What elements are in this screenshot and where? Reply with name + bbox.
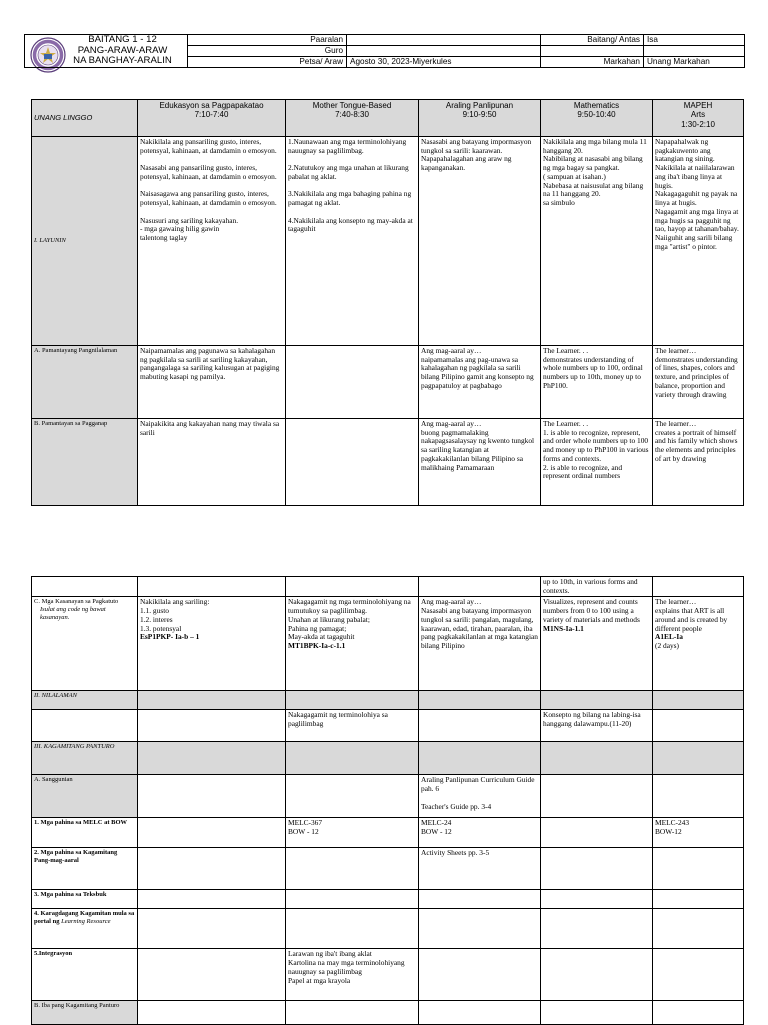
competency-mapeh: The learner… explains that ART is all around and is created by different people [655, 597, 728, 633]
teacher-label: Guro [188, 46, 347, 57]
other-materials-label: B. Iba pang Kagamitang Panturo [32, 1001, 138, 1025]
competencies-sublabel: Isulat ang code ng bawat kasanayan. [40, 606, 106, 621]
competencies-label-cell [32, 597, 138, 691]
objectives-esp: Nakikilala ang pansariling gusto, interes, potensyal, kahinaan, at damdamin o emosyon. Nasasabi ang pansariling gusto, interes, potensyal, kahinaan, at damdamin o emosyon. Naisasagawa ang pansariling gusto, interes, potensyal, kahinaan, at damdamin o emosyon. Nasusuri ang sariling kakayahan. - mga gawaing hilig gawin talentong taglay [138, 137, 286, 346]
subject-time: 9:10-9:50 [462, 110, 497, 120]
subject-header-math [541, 100, 653, 137]
performance-standard-ap: Ang mag-aaral ay… buong pagmamalaking nakapagsasalaysay ng kwento tungkol sa sariling katangian at pagkakakilanlan bilang Pilipino sa malikhaing Pamamaraan [419, 419, 541, 506]
objectives-mapeh: Napapahalwak ng pagkakuwento ang katangian ng sining. Nakikilala at naiilalarawan ang iba't ibang linya at hugis. Nakagagaguhit ng payak na linya at hugis. Nagagamit ang mga linya at mga hugis sa pagguhit ng tao, hayop at tahanan/bahay. Naiiguhit ang sarili bilang mga "artist" o pintor. [653, 137, 744, 346]
content-standard-mapeh: The learner… demonstrates understanding of lines, shapes, colors and texture, and principles of balance, proportion and variety through drawing [653, 346, 744, 419]
content-label: II. NILALAMAN [32, 691, 138, 710]
melc-pages-ap: MELC-24 BOW - 12 [419, 818, 541, 848]
competency-code-mtb: MT1BPK-Ia-c-1.1 [288, 641, 346, 651]
lesson-table-1 [31, 99, 744, 506]
competency-code-esp: EsP1PKP- Ia-b – 1 [140, 632, 200, 642]
subject-header-ap [419, 100, 541, 137]
header-title-line-3: NA BANGHAY-ARALIN [73, 55, 172, 67]
competency-code-mapeh: A1EL-Ia [655, 632, 683, 642]
subject-name: Edukasyon sa Pagpapakatao [159, 101, 264, 110]
subject-time: Arts 1:30-2:10 [681, 110, 715, 129]
content-math: Konsepto ng bilang na labing-isa hanggang dalawampu.(11-20) [541, 710, 653, 742]
textbook-pages-label: 3. Mga pahina sa Teksbuk [32, 890, 138, 909]
subject-name: MAPEH [683, 101, 713, 110]
date-value: Agosto 30, 2023-Miyerkules [347, 57, 541, 68]
header-title [25, 35, 188, 68]
content-mapeh [653, 710, 744, 742]
competencies-label: C. Mga Kasanayan sa Pagkatuto [34, 598, 119, 606]
subject-name: Araling Panlipunan [445, 101, 514, 110]
content-mtb: Nakagagamit ng terminolohiya sa paglilimbag [286, 710, 419, 742]
subject-name: Mathematics [573, 101, 620, 110]
math-standard-continued: up to 10th, in various forms and contexts. [541, 577, 653, 597]
performance-standard-math: The Learner. . . 1. is able to recognize, represent, and order whole numbers up to 100 and money up to PhP100 in various forms and contexts. 2. is able to recognize, and represent ordinal numbers [541, 419, 653, 506]
subject-header-esp [138, 100, 286, 137]
lesson-plan-header [24, 34, 745, 68]
melc-pages-mtb: MELC-367 BOW - 12 [286, 818, 419, 848]
content-standard-math: The Learner. . . demonstrates understanding of whole numbers up to 100, ordinal numbers up to 10th, money up to PhP100. [541, 346, 653, 419]
week-label: UNANG LINGGO [34, 113, 93, 123]
competency-ap: Ang mag-aaral ay… Nasasabi ang batayang impormasyon tungkol sa sarili: pangalan, magulang, kaarawan, edad, tirahan, paaralan, iba pang pagkakakilanlan at mga katangian bilang Pilipino [421, 597, 538, 651]
integration-mtb: Larawan ng iba't ibang aklat Kartolina na may mga terminolohiyang nauugnay sa paglilimbag Papel at mga krayola [286, 949, 419, 1001]
content-standard-esp: Naipamamalas ang pagunawa sa kahalagahan ng pagkilala sa sarili at sariling kakayahan, pangangalaga sa sariling kalusugan at pagiging mabuting kasapi ng pamilya. [138, 346, 286, 419]
competency-code-math: M1NS-Ia-1.1 [543, 623, 584, 633]
subject-header-mapeh [653, 100, 744, 137]
performance-standard-mtb [286, 419, 419, 506]
objectives-label: I. LAYUNIN [32, 137, 138, 346]
header-title-line-1: BAITANG 1 - 12 [88, 34, 157, 45]
performance-standard-esp: Naipakikita ang kakayahan nang may tiwala sa sarili [138, 419, 286, 506]
integration-label: 5.Integrasyon [32, 949, 138, 1001]
content-standard-ap: Ang mag-aaral ay… naipamamalas ang pag-unawa sa kahalagahan ng pagkilala sa sarili bilang Pilipino gamit ang konsepto ng pagpapatuloy at pagbabago [419, 346, 541, 419]
date-label: Petsa/ Araw [188, 57, 347, 68]
subject-name: Mother Tongue-Based [312, 101, 392, 110]
additional-materials-label-cell [32, 909, 138, 949]
quarter-value: Unang Markahan [644, 57, 745, 68]
melc-pages-mapeh: MELC-243 BOW-12 [653, 818, 744, 848]
content-standard-label: A. Pamantayang Pangnilalaman [32, 346, 138, 419]
quarter-label: Markahan [541, 57, 644, 68]
objectives-mtb: 1.Naunawaan ang mga terminolohiyang nauugnay sa paglilimbag. 2.Natutukoy ang mga unahan at likurang pabalat ng aklat. 3.Nakikilala ang mga bahaging pahina ng pamagat ng aklat. 4.Nakikilala ang konsepto ng may-akda at tagaguhit [286, 137, 419, 346]
subject-time: 9:50-10:40 [577, 110, 616, 120]
performance-standard-label: B. Pamantayan sa Pagganap [32, 419, 138, 506]
objectives-math: Nakikilala ang mga bilang mula 11 hanggang 20. Nabibilang at nasasabi ang bilang ng mga bagay sa pangkat. ( sampuan at isahan.) Nabebasa at naisusulat ang bilang na 11 hanggang 20. sa simbulo [541, 137, 653, 346]
grade-label: Baitang/ Antas [541, 35, 644, 46]
learning-resource-label: Learning Resource [61, 918, 111, 926]
lesson-table-2 [31, 576, 744, 1025]
learner-materials-label: 2. Mga pahina sa Kagamitang Pang-mag-aaral [32, 848, 138, 890]
grade-value: Isa [644, 35, 745, 46]
subject-time: 7:40-8:30 [335, 110, 369, 120]
teacher-value [347, 46, 541, 57]
school-value [347, 35, 541, 46]
school-label: Paaralan [188, 35, 347, 46]
additional-materials-label: 4. Karagdagang Kagamitan mula sa portal ng [34, 910, 135, 926]
references-label: A. Sanggunian [32, 775, 138, 818]
competency-esp: Nakikilala ang sariling: 1.1. gusto 1.2. interes 1.3. potensyal [140, 597, 210, 633]
competency-mtb: Nakagagamit ng mga terminolohiyang na tumutukoy sa paglilimbag. Unahan at likurang pabalat; Pahina ng pamagat; May-akda at tagaguhit [288, 597, 411, 642]
header-title-line-2: PANG-ARAW-ARAW [77, 44, 168, 56]
subject-header-mtb [286, 100, 419, 137]
objectives-ap: Nasasabi ang batayang impormasyon tungkol sa sarili: kaarawan. Napapahalagahan ang araw ng kapanganakan. [419, 137, 541, 346]
content-esp [138, 710, 286, 742]
performance-standard-mapeh: The learner… creates a portrait of himself and his family which shows the elements and principles of art by drawing [653, 419, 744, 506]
competency-duration-mapeh: (2 days) [655, 641, 680, 651]
materials-label: III. KAGAMITANG PANTURO [32, 742, 138, 775]
references-ap: Araling Panlipunan Curriculum Guide pah. 6 Teacher's Guide pp. 3-4 [419, 775, 541, 818]
learner-materials-ap: Activity Sheets pp. 3-5 [419, 848, 541, 890]
melc-pages-label: 1. Mga pahina sa MELC at BOW [32, 818, 138, 848]
content-ap [419, 710, 541, 742]
content-standard-mtb [286, 346, 419, 419]
competency-math: Visualizes, represent and counts numbers from 0 to 100 using a variety of materials and methods [543, 597, 640, 624]
subject-time: 7:10-7:40 [194, 110, 229, 120]
